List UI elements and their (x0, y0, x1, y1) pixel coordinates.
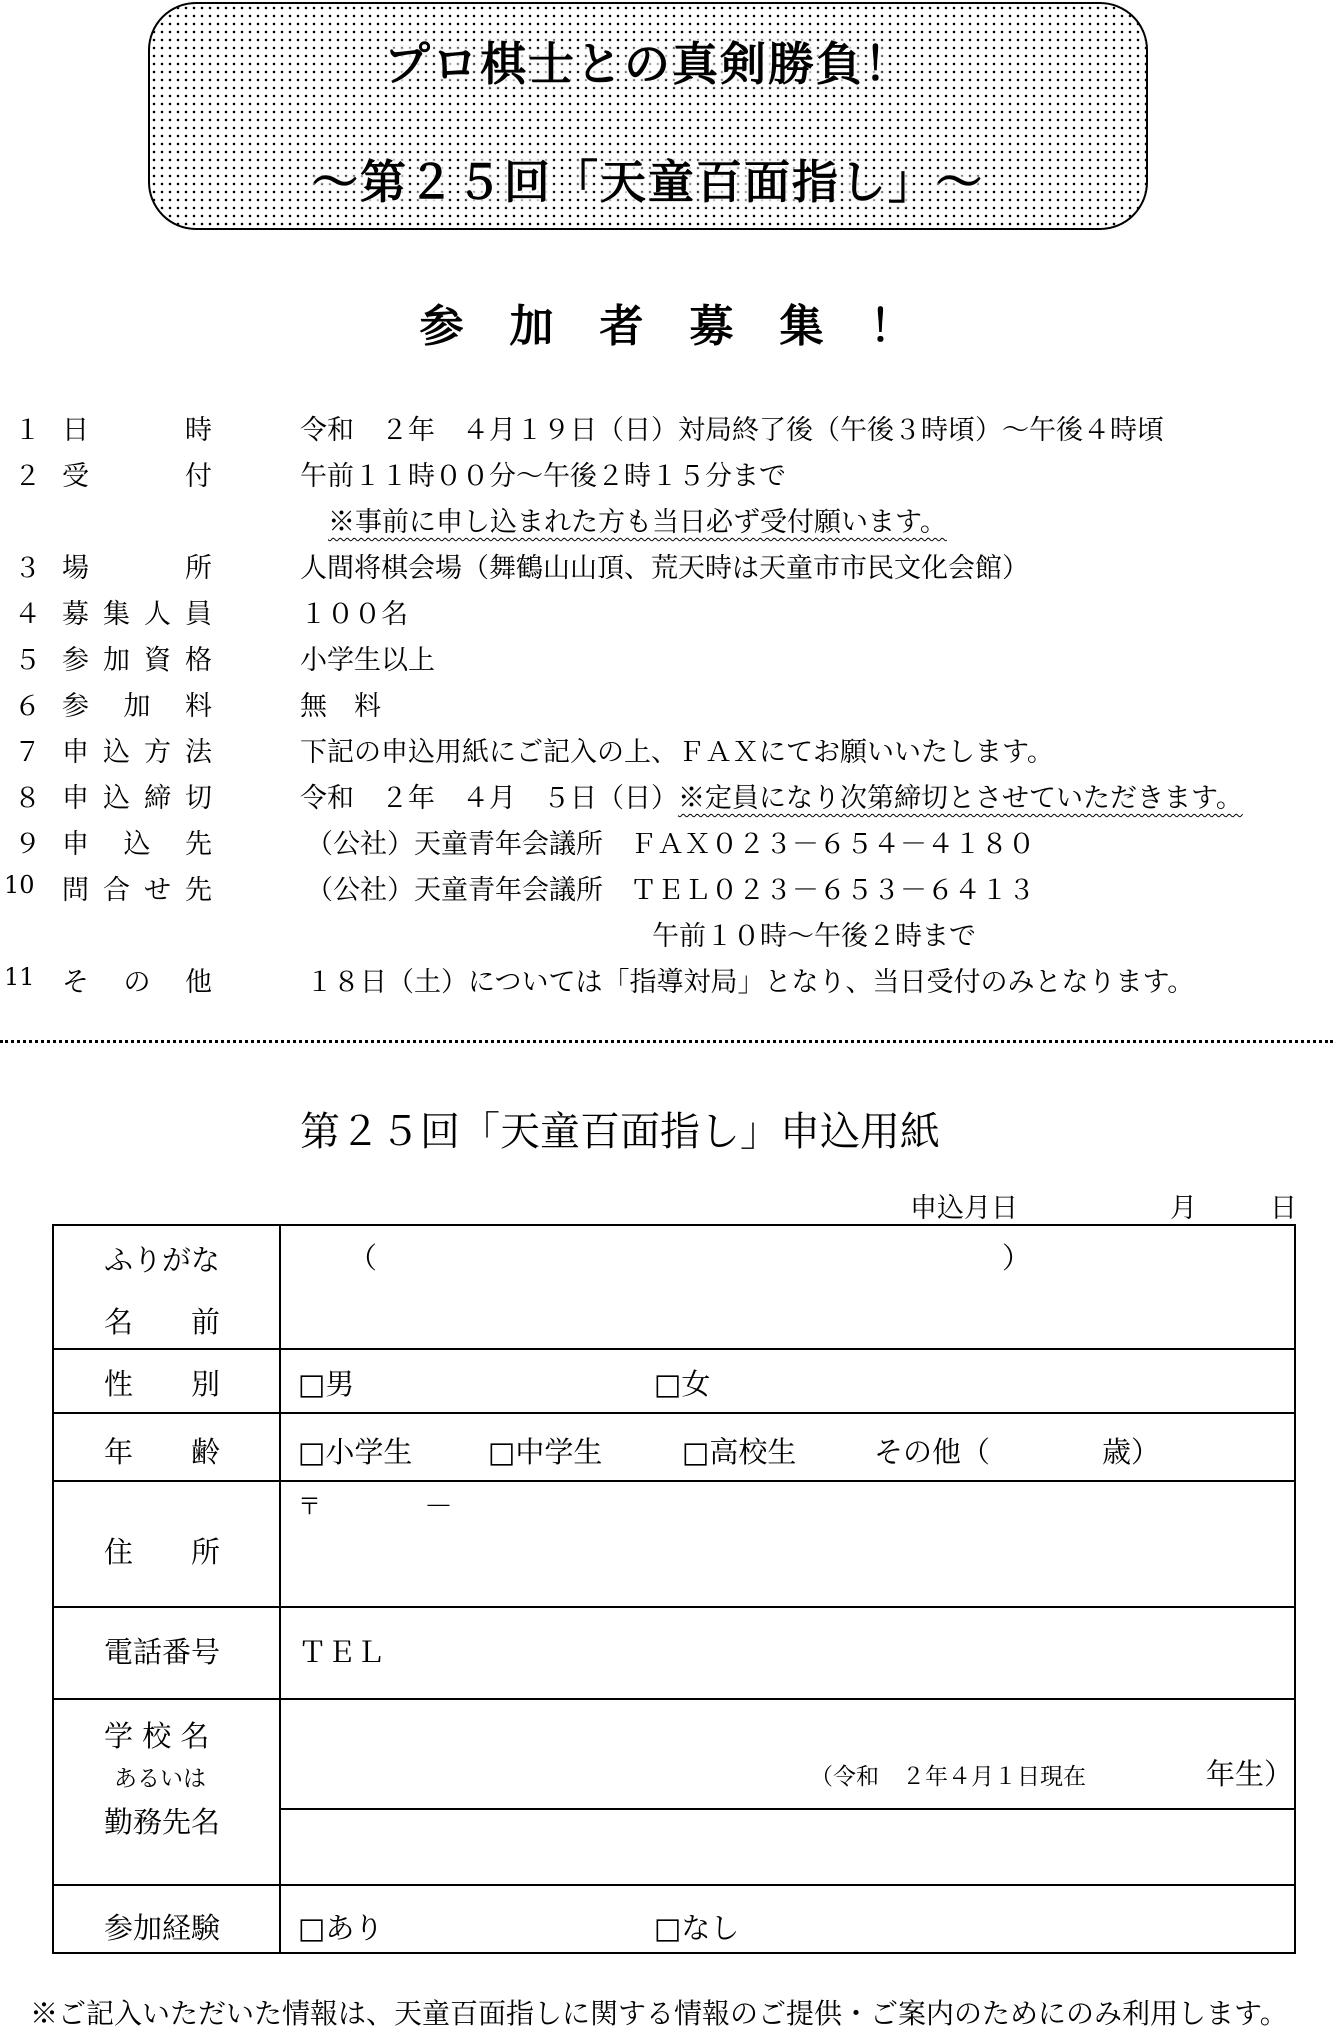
info-value: １８日（土）については「指導対局」となり、当日受付のみとなります。 (306, 967, 1195, 998)
info-num: ２ (14, 461, 41, 492)
furigana-open: （ (348, 1241, 378, 1275)
column-divider (279, 1226, 281, 1952)
info-label: 日 時 (62, 415, 212, 446)
workplace-label: 勤務先名 (104, 1805, 221, 1839)
info-row-capacity (0, 592, 1333, 628)
info-label: 場 所 (62, 553, 212, 584)
address-field[interactable] (294, 1526, 1284, 1596)
info-value: 人間将棋会場（舞鶴山山頂、荒天時は天童市市民文化会館） (300, 553, 1029, 584)
age-unit: 歳） (1102, 1435, 1161, 1469)
info-value: 令和 ２年 ４月 ５日（日）※定員になり次第締切とさせていただきます。 (300, 783, 1243, 814)
application-form (52, 1224, 1296, 1954)
month-label: 月 (1170, 1193, 1197, 1224)
apply-date-label: 申込月日 (910, 1193, 1018, 1224)
info-row-reception (0, 454, 1333, 490)
info-label: 申 込 方 法 (62, 737, 212, 768)
info-row-eligibility (0, 638, 1333, 674)
info-label: 申 込 締 切 (62, 783, 212, 814)
age-other-label: その他（ (874, 1435, 991, 1469)
form-title: 第２５回「天童百面指し」申込用紙 (300, 1109, 940, 1155)
info-value: ※事前に申し込まれた方も当日必ず受付願います。 (328, 507, 947, 538)
info-label: 申 込 先 (62, 829, 212, 860)
phone-prefix: ＴＥＬ (298, 1635, 386, 1669)
info-num: ６ (14, 691, 41, 722)
info-num: １ (14, 415, 41, 446)
experience-no-checkbox[interactable]: □なし (654, 1911, 740, 1945)
furigana-close: ） (1002, 1241, 1032, 1275)
info-value: 午前１０時～午後２時まで (652, 921, 976, 952)
gender-label: 性 別 (104, 1367, 221, 1401)
info-label: 受 付 (62, 461, 212, 492)
postal-mark-icon: 〒 (298, 1494, 321, 1520)
info-label: 募 集 人 員 (62, 599, 212, 630)
gender-female-checkbox[interactable]: □女 (654, 1367, 711, 1401)
school-label: 学 校 名 (104, 1719, 210, 1753)
info-value: 下記の申込用紙にご記入の上、ＦＡＸにてお願いいたします。 (300, 737, 1054, 768)
info-row-deadline (0, 776, 1333, 812)
title-banner (148, 2, 1148, 230)
info-value: （公社）天童青年会議所 ＴＥＬ０２３－６５３－６４１３ (306, 875, 1035, 906)
info-num: ８ (14, 783, 41, 814)
name-label: 名 前 (104, 1305, 221, 1339)
recruit-heading: 参加者募集！ (419, 301, 960, 352)
info-num: ３ (14, 553, 41, 584)
address-label: 住 所 (104, 1535, 221, 1569)
gender-male-checkbox[interactable]: □男 (298, 1367, 355, 1401)
postal-dash: － (424, 1489, 454, 1523)
furigana-label: ふりがな (104, 1243, 221, 1277)
row-divider (54, 1480, 1294, 1482)
day-label: 日 (1270, 1193, 1297, 1224)
row-divider (54, 1698, 1294, 1700)
school-date-note: （令和 ２年４月１日現在 (810, 1764, 1086, 1790)
row-divider (54, 1884, 1294, 1886)
info-num: 11 (4, 963, 35, 991)
phone-label: 電話番号 (104, 1635, 221, 1669)
age-label: 年 齢 (104, 1435, 221, 1469)
info-row-contact (0, 868, 1333, 904)
info-row-destination (0, 822, 1333, 858)
info-value: （公社）天童青年会議所 ＦＡＸ０２３－６５４－４１８０ (306, 829, 1035, 860)
school-label-or: あるいは (114, 1766, 206, 1792)
banner-subtitle: ～第２５回「天童百面指し」～ (312, 155, 984, 209)
row-divider (54, 1348, 1294, 1350)
info-value: 無 料 (300, 691, 381, 722)
info-num: 10 (4, 871, 35, 899)
school-grade-suffix: 年生） (1206, 1757, 1294, 1791)
info-row-venue (0, 546, 1333, 582)
info-label: 参 加 資 格 (62, 645, 212, 676)
experience-yes-checkbox[interactable]: □あり (298, 1911, 384, 1945)
name-field[interactable] (294, 1236, 1284, 1340)
info-value: 令和 ２年 ４月１９日（日）対局終了後（午後３時頃）～午後４時頃 (300, 415, 1164, 446)
info-num: ４ (14, 599, 41, 630)
row-divider (279, 1808, 1296, 1810)
info-value: 午前１１時００分～午後２時１５分まで (300, 461, 786, 492)
info-label: 問 合 せ 先 (62, 875, 212, 906)
info-label: 参 加 料 (62, 691, 212, 722)
info-row-date (0, 408, 1333, 444)
info-row-contact-hours (0, 914, 1333, 950)
cut-line (0, 1040, 1333, 1043)
info-value: 小学生以上 (300, 645, 435, 676)
age-junior-high-checkbox[interactable]: □中学生 (488, 1435, 603, 1469)
apply-date (910, 1186, 1297, 1225)
info-num: ９ (14, 829, 41, 860)
row-divider (54, 1606, 1294, 1608)
info-row-method (0, 730, 1333, 766)
info-row-fee (0, 684, 1333, 720)
info-label: そ の 他 (62, 967, 212, 998)
info-row-reception-note (0, 500, 1333, 536)
privacy-note: ※ご記入いただいた情報は、天童百面指しに関する情報のご提供・ご案内のためにのみ利用します。 (30, 1997, 1288, 2030)
row-divider (54, 1412, 1294, 1414)
experience-label: 参加経験 (104, 1911, 221, 1945)
info-value: １００名 (300, 599, 408, 630)
info-row-other (0, 960, 1333, 996)
age-elementary-checkbox[interactable]: □小学生 (298, 1435, 413, 1469)
age-high-school-checkbox[interactable]: □高校生 (682, 1435, 797, 1469)
info-num: ７ (14, 737, 41, 768)
info-num: ５ (14, 645, 41, 676)
banner-title: プロ棋士との真剣勝負！ (384, 37, 912, 91)
